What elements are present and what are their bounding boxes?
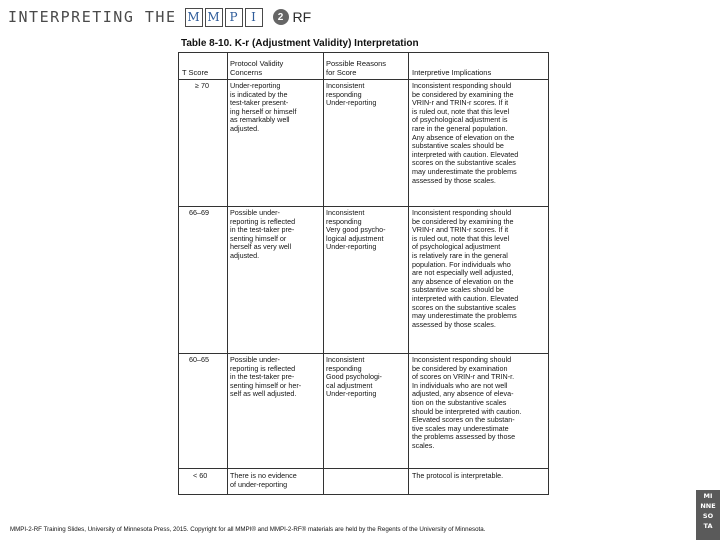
row-3-implications: Inconsistent responding should be considered by examination of scores on VRIN-r and TRIN-r. In individuals who are not well adjusted, any absence of eleva- tion on the substantive scales should be interpreted with caution. Elevated scores on the substan- tive scales may underestimate the problems assessed by those scales. (412, 355, 522, 450)
header (8, 6, 311, 28)
column-header-reasons: Possible Reasons for Score (326, 59, 387, 77)
badge-line: SO (702, 512, 714, 520)
column-divider (408, 53, 409, 494)
logo-letter-i: I (245, 8, 263, 27)
logo-letter-m2: M (205, 8, 223, 27)
row-3-score: 60–65 (189, 355, 209, 364)
row-4-concerns: There is no evidence of under-reporting (230, 471, 297, 489)
row-2-reasons: Inconsistent responding Very good psycho- logical adjustment Under-reporting (326, 208, 386, 252)
badge-line: TA (703, 522, 713, 530)
row-1-implications: Inconsistent responding should be considered by examining the VRIN-r and TRIN-r scores. If it is ruled out, note that this level of psychological adjustment is rare in the general population. Any absence of elevation on the substantive scales should be interpreted with caution. Elevated scores on the substantive scales may underestimate the problems assessed by those scales. (412, 81, 519, 185)
column-header-t-score: T Score (182, 68, 209, 77)
row-1-concerns: Under-reporting is indicated by the test-taker present- ing herself or himself as remarkably well adjusted. (230, 81, 297, 133)
row-divider (179, 206, 548, 207)
header-row-divider (179, 79, 548, 80)
logo-letter-m1: M (185, 8, 203, 27)
header-title: INTERPRETING THE (8, 8, 177, 26)
row-3-concerns: Possible under- reporting is reflected in the test-taker pre- senting himself or her- self as well adjusted. (230, 355, 302, 399)
badge-line: MI (703, 492, 713, 500)
interpretation-table (178, 52, 549, 495)
row-4-score: < 60 (193, 471, 208, 480)
column-header-concerns: Protocol Validity Concerns (230, 59, 284, 77)
university-logo-badge (696, 490, 720, 540)
row-2-concerns: Possible under- reporting is reflected in the test-taker pre- senting himself or herself as very well adjusted. (230, 208, 296, 260)
column-divider (323, 53, 324, 494)
row-3-reasons: Inconsistent responding Good psychologi- cal adjustment Under-reporting (326, 355, 382, 399)
row-2-score: 66–69 (189, 208, 209, 217)
column-header-implications: Interpretive Implications (412, 68, 492, 77)
row-2-implications: Inconsistent responding should be considered by examining the VRIN-r and TRIN-r scores. If it is ruled out, note that this level of psychological adjustment is relatively rare in the general population. For individuals who are not especially well adjusted, any absence of elevation on the substantive scales should be interpreted with caution. Elevated scores on the substantive scales may underestimate the problems assessed by those scales. (412, 208, 519, 329)
logo-number-badge: 2 (273, 9, 289, 25)
logo-suffix: RF (292, 9, 312, 25)
logo-letter-p: P (225, 8, 243, 27)
row-1-score: ≥ 70 (195, 81, 209, 90)
column-divider (227, 53, 228, 494)
table-caption: Table 8-10. K-r (Adjustment Validity) Interpretation (181, 38, 419, 49)
badge-line: NNE (700, 502, 716, 510)
row-1-reasons: Inconsistent responding Under-reporting (326, 81, 377, 108)
row-divider (179, 353, 548, 354)
copyright-footer: MMPI-2-RF Training Slides, University of Minnesota Press, 2015. Copyright for all MMPI® and MMPI-2-RF® materials are held by the Regents of the University of Minnesota. (10, 526, 486, 533)
row-4-implications: The protocol is interpretable. (412, 471, 504, 480)
row-divider (179, 468, 548, 469)
